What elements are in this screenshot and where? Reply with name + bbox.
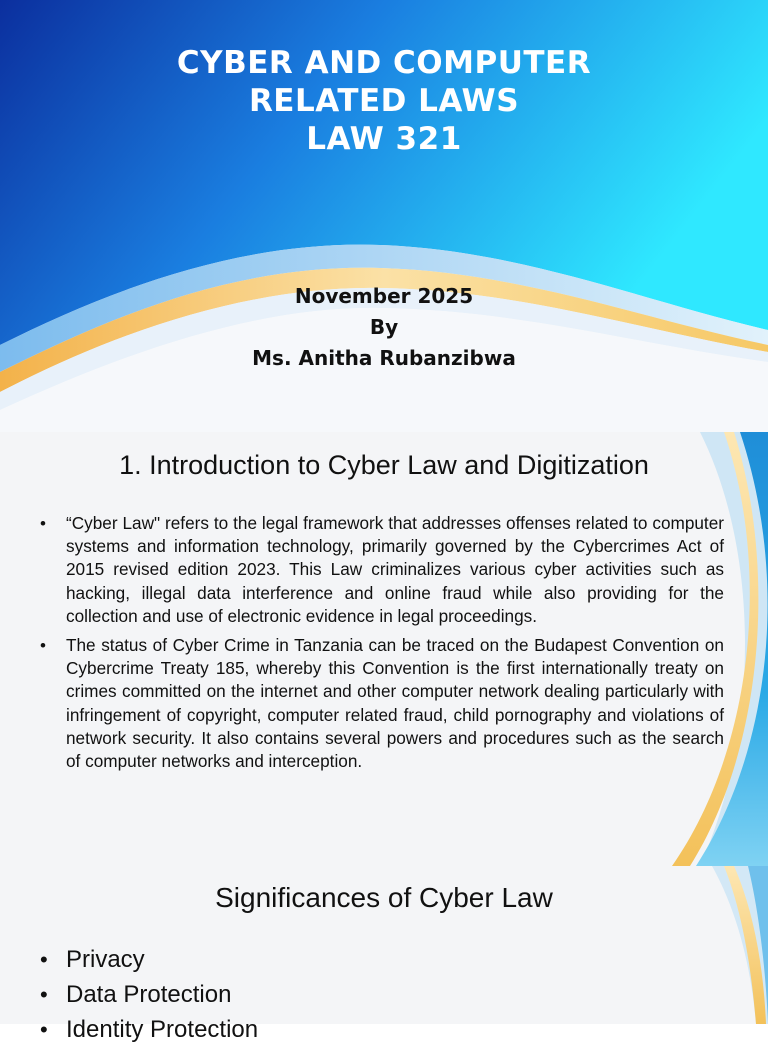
- significances-slide-title: Significances of Cyber Law: [215, 882, 553, 913]
- bullet-text: Privacy: [66, 946, 145, 973]
- presentation-by: By: [369, 315, 399, 339]
- title-line-1: CYBER AND COMPUTER: [176, 45, 592, 81]
- bullet-text: Data Protection: [66, 981, 232, 1008]
- bullet-icon: •: [40, 947, 48, 972]
- bullet-text: “Cyber Law" refers to the legal framework that addresses offenses related to computer systems and information technology, primarily governed by the Cybercrimes Act of 2015 revised edition 2023. This Law criminalizes various cyber activities such as hacking, illegal data interference and online fraud while also providing for the collection and use of electronic evidence in legal proceedings.: [66, 513, 724, 626]
- list-item: [40, 512, 724, 628]
- presentation-subtitle: [0, 281, 768, 374]
- title-slide: [0, 0, 768, 432]
- bullet-text: Identity Protection: [66, 1016, 259, 1043]
- intro-slide: [0, 432, 768, 866]
- significances-bullet-list: [40, 942, 724, 1047]
- list-item: [40, 1012, 724, 1047]
- significances-slide: [0, 866, 768, 1043]
- bullet-icon: •: [40, 982, 48, 1007]
- bullet-icon: •: [40, 636, 46, 656]
- presentation-date: November 2025: [294, 284, 474, 308]
- title-line-2: RELATED LAWS: [248, 83, 520, 119]
- list-item: [40, 942, 724, 977]
- bullet-icon: •: [40, 1017, 48, 1042]
- title-line-3: LAW 321: [306, 121, 462, 157]
- intro-bullet-list: [40, 512, 724, 779]
- list-item: [40, 977, 724, 1012]
- intro-slide-title: 1. Introduction to Cyber Law and Digitization: [119, 450, 649, 480]
- presentation-title: [0, 44, 768, 158]
- bullet-text: The status of Cyber Crime in Tanzania can be traced on the Budapest Convention on Cybercrime Treaty 185, whereby this Convention is the first internationally treaty on crimes committed on the internet and other computer network dealing particularly with infringement of copyright, computer related fraud, child pornography and violations of network security. It also contains several powers and procedures such as the search of computer networks and interception.: [66, 635, 724, 772]
- list-item: [40, 634, 724, 773]
- presentation-author: Ms. Anitha Rubanzibwa: [252, 346, 516, 370]
- bullet-icon: •: [40, 514, 46, 533]
